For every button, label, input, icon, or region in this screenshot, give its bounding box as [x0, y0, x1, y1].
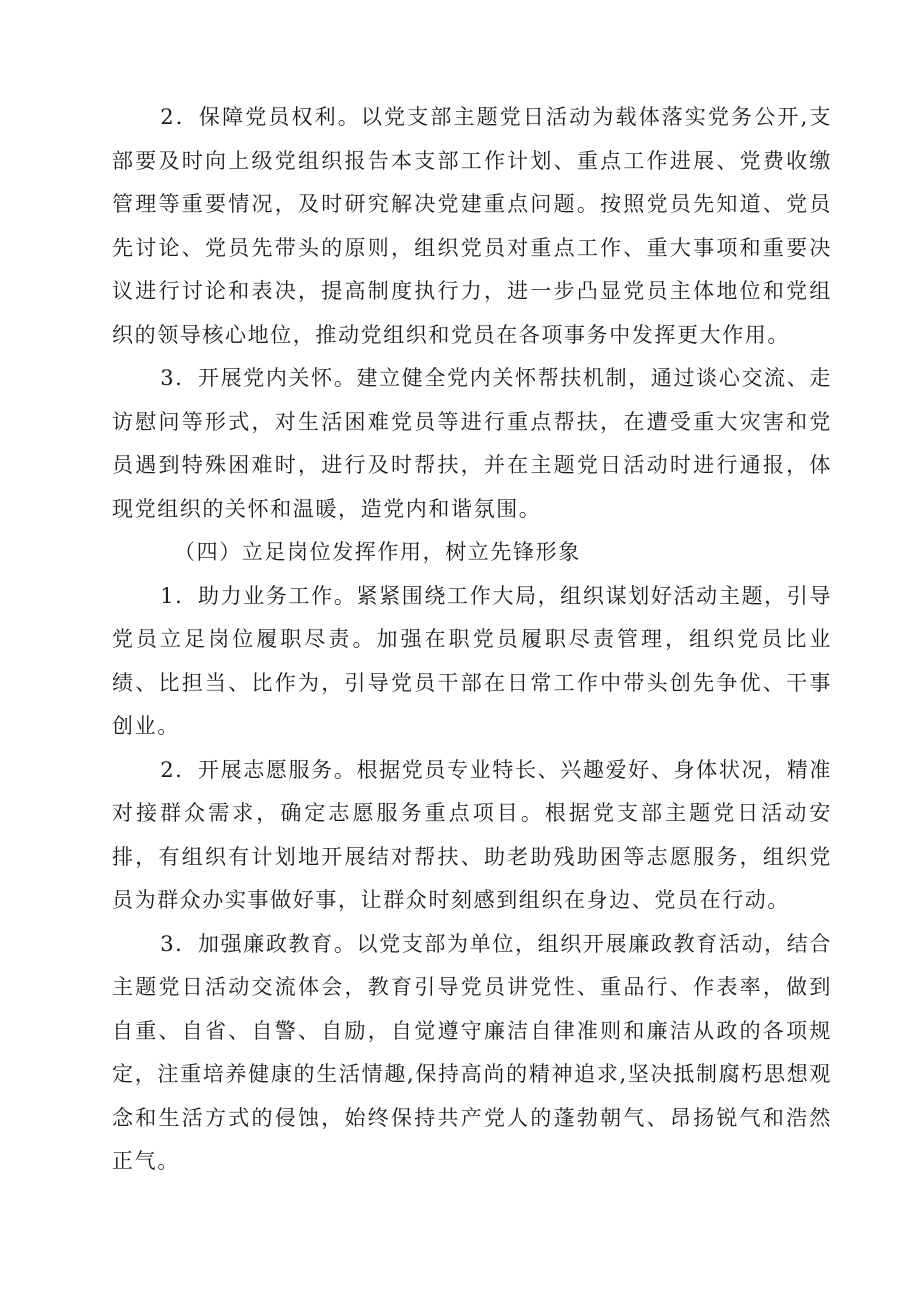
- document-page: [112, 96, 832, 1184]
- paragraph-protect-member-rights: 2．保障党员权利。以党支部主题党日活动为载体落实党务公开,支部要及时向上级党组织报告本支部工作计划、重点工作进展、党费收缴管理等重要情况，及时研究解决党建重点问题。按照党员先知道、党员先讨论、党员先带头的原则，组织党员对重点工作、重大事项和重要决议进行讨论和表决，提高制度执行力，进一步凸显党员主体地位和党组织的领导核心地位，推动党组织和党员在各项事务中发挥更大作用。: [112, 105, 832, 347]
- paragraph-volunteer-service: 2．开展志愿服务。根据党员专业特长、兴趣爱好、身体状况，精准对接群众需求，确定志愿服务重点项目。根据党支部主题党日活动安排，有组织有计划地开展结对帮扶、助老助残助困等志愿服务，组织党员为群众办实事做好事，让群众时刻感到组织在身边、党员在行动。: [112, 757, 832, 912]
- paragraph-support-business: 1．助力业务工作。紧紧围绕工作大局，组织谋划好活动主题，引导党员立足岗位履职尽责。加强在职党员履职尽责管理，组织党员比业绩、比担当、比作为，引导党员干部在日常工作中带头创先争优、干事创业。: [112, 583, 832, 738]
- paragraph-party-care: 3．开展党内关怀。建立健全党内关怀帮扶机制，通过谈心交流、走访慰问等形式，对生活困难党员等进行重点帮扶，在遭受重大灾害和党员遇到特殊困难时，进行及时帮扶，并在主题党日活动时进行通报，体现党组织的关怀和温暖，造党内和谐氛围。: [112, 366, 832, 521]
- section-heading-four: （四）立足岗位发挥作用，树立先锋形象: [174, 540, 581, 564]
- paragraph-integrity-education: 3．加强廉政教育。以党支部为单位，组织开展廉政教育活动，结合主题党日活动交流体会，教育引导党员讲党性、重品行、作表率，做到自重、自省、自警、自励，自觉遵守廉洁自律准则和廉洁从政的各项规定，注重培养健康的生活情趣,保持高尚的精神追求,坚决抵制腐朽思想观念和生活方式的侵蚀，始终保持共产党人的蓬勃朝气、昂扬锐气和浩然正气。: [112, 931, 832, 1173]
